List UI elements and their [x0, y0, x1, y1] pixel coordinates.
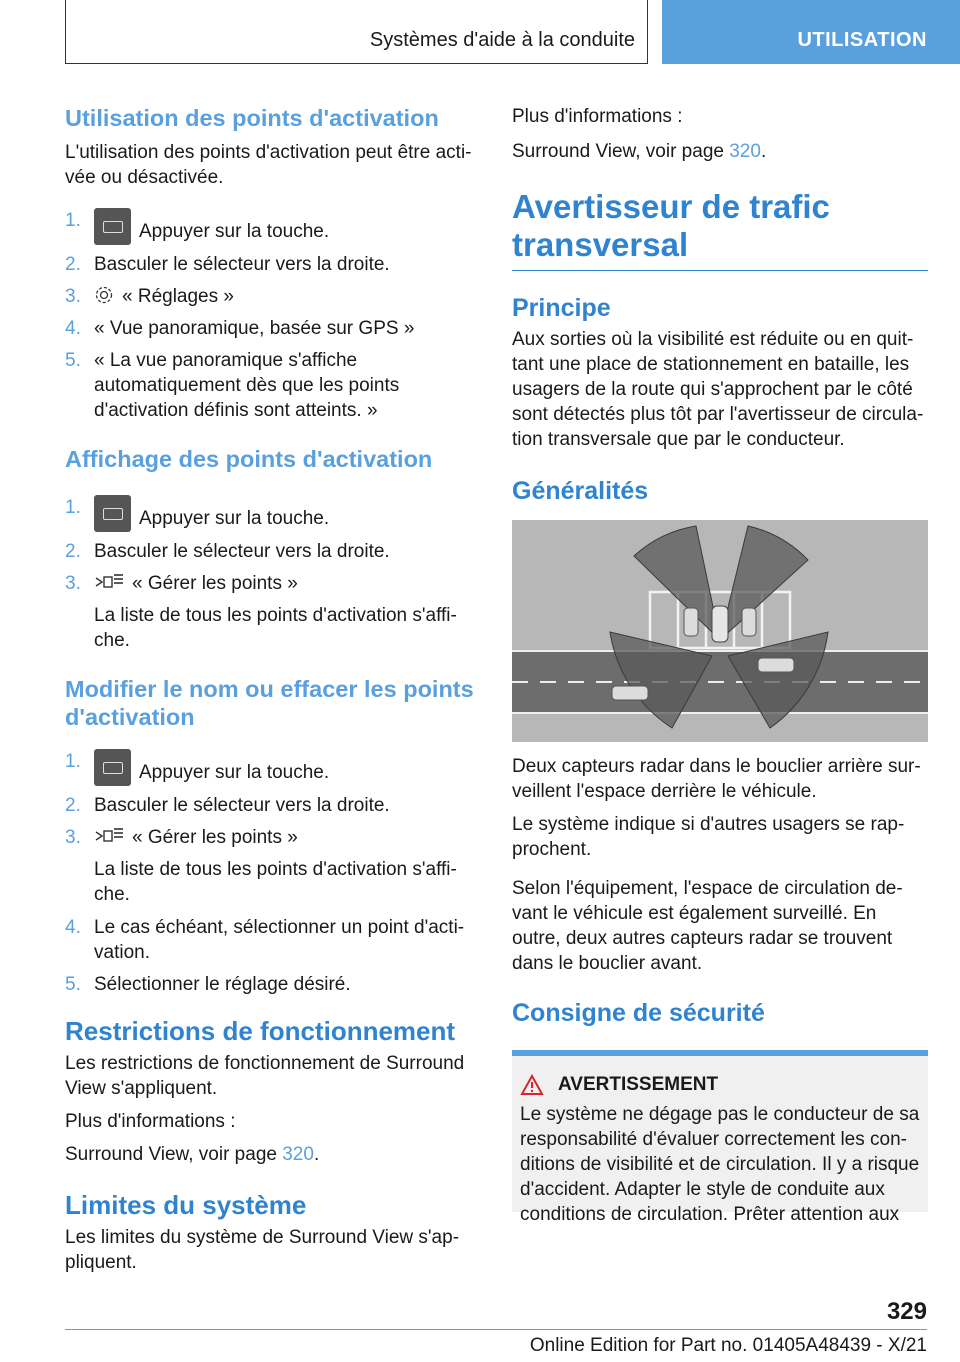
right-column [512, 100, 928, 1225]
section-title: Systèmes d'aide à la conduite [369, 29, 635, 51]
section-heading-large: Limites du système [65, 1190, 307, 1220]
list-item: 3. « Réglages » [65, 286, 234, 307]
menu-button-icon [94, 749, 131, 786]
body-text: Plus d'informations : [65, 1111, 236, 1132]
cross-traffic-illustration [512, 520, 928, 742]
list-item: 1. Appuyer sur la touche. [65, 208, 477, 245]
list-item: 1. Appuyer sur la touche. [65, 495, 477, 532]
cross-reference: Surround View, voir page 320. [512, 141, 767, 162]
cross-reference: Surround View, voir page 320. [65, 1144, 320, 1165]
section-heading: Généralités [512, 477, 649, 505]
page-number: 329 [886, 1298, 927, 1325]
list-item: 1. Appuyer sur la touche. [65, 749, 477, 786]
body-text: Les restrictions de fonctionnement de Surround View s'appliquent. [65, 1053, 465, 1099]
steps-list [65, 749, 477, 850]
footer-edition: Online Edition for Part no. 01405A48439 - X/21 [529, 1335, 927, 1356]
section-heading: Utilisation des points d'activation [65, 105, 439, 131]
list-item: 5. « La vue panoramique s'affiche automatiquement dès que les points d'activation définis sont atteints. » [65, 350, 400, 421]
section-heading: Modifier le nom ou effacer les points d'activation [65, 676, 474, 730]
body-text: Deux capteurs radar dans le bouclier arrière sur-veillent l'espace derrière le véhicule. [512, 756, 921, 802]
header-tab [662, 0, 960, 64]
manage-points-icon [94, 826, 124, 846]
section-heading: Principe [512, 294, 611, 322]
warning-triangle-icon [520, 1074, 544, 1096]
menu-button-icon [94, 208, 131, 245]
warning-label: AVERTISSEMENT [558, 1074, 719, 1095]
gear-icon [94, 285, 114, 305]
page-link[interactable]: 320 [282, 1144, 314, 1165]
section-heading-large: Restrictions de fonctionnement [65, 1016, 456, 1046]
footer-divider [65, 1329, 927, 1330]
steps-list [65, 495, 477, 596]
chapter-heading-block [512, 188, 928, 271]
body-text: Aux sorties où la visibilité est réduite ou en quit-tant une place de stationnement en bataille, les usagers de la route qui s'approchent par le côté sont détectés plus tôt par l'avertisseur de circula-tion transversale que par le conducteur. [512, 329, 924, 450]
page-link[interactable]: 320 [729, 141, 761, 162]
section-heading: Consigne de sécurité [512, 999, 765, 1027]
steps-list [65, 208, 477, 423]
list-item: 3. « Gérer les points » [65, 573, 298, 594]
list-item: 4. Le cas échéant, sélectionner un point d'acti-vation. [65, 917, 465, 963]
warning-box [512, 1050, 928, 1225]
step-note: La liste de tous les points d'activation s'affi-che. [94, 605, 457, 651]
intro-text: L'utilisation des points d'activation peut être acti-vée ou désactivée. [65, 142, 472, 188]
body-text: Selon l'équipement, l'espace de circulation de-vant le véhicule est également surveillé. En outre, deux autres capteurs radar se trouvent dans le bouclier avant. [512, 878, 903, 974]
list-item: 4. « Vue panoramique, basée sur GPS » [65, 318, 415, 339]
warning-text: Le système ne dégage pas le conducteur de sa responsabilité d'évaluer correctement les con-ditions de visibilité et de circulation. Il y a risque d'accident. Adapter le style de conduite aux conditions de circulation. Prêter attention aux [520, 1104, 920, 1225]
manage-points-icon [94, 572, 124, 592]
list-item: 5. Sélectionner le réglage désiré. [65, 974, 351, 995]
steps-list [65, 915, 477, 997]
body-text: Le système indique si d'autres usagers se rap-prochent. [512, 814, 905, 860]
chapter-title: Avertisseur de trafic transversal [512, 188, 830, 263]
menu-button-icon [94, 495, 131, 532]
tab-label: UTILISATION [797, 29, 927, 51]
body-text: Plus d'informations : [512, 106, 683, 127]
list-item: 2. Basculer le sélecteur vers la droite. [65, 254, 390, 275]
section-heading: Affichage des points d'activation [65, 446, 433, 472]
list-item: 2. Basculer le sélecteur vers la droite. [65, 795, 390, 816]
header-section [65, 0, 648, 64]
body-text: Les limites du système de Surround View s'ap-pliquent. [65, 1227, 460, 1273]
left-column [65, 100, 477, 1283]
step-note: La liste de tous les points d'activation s'affi-che. [94, 859, 457, 905]
list-item: 3. « Gérer les points » [65, 827, 298, 848]
list-item: 2. Basculer le sélecteur vers la droite. [65, 541, 390, 562]
